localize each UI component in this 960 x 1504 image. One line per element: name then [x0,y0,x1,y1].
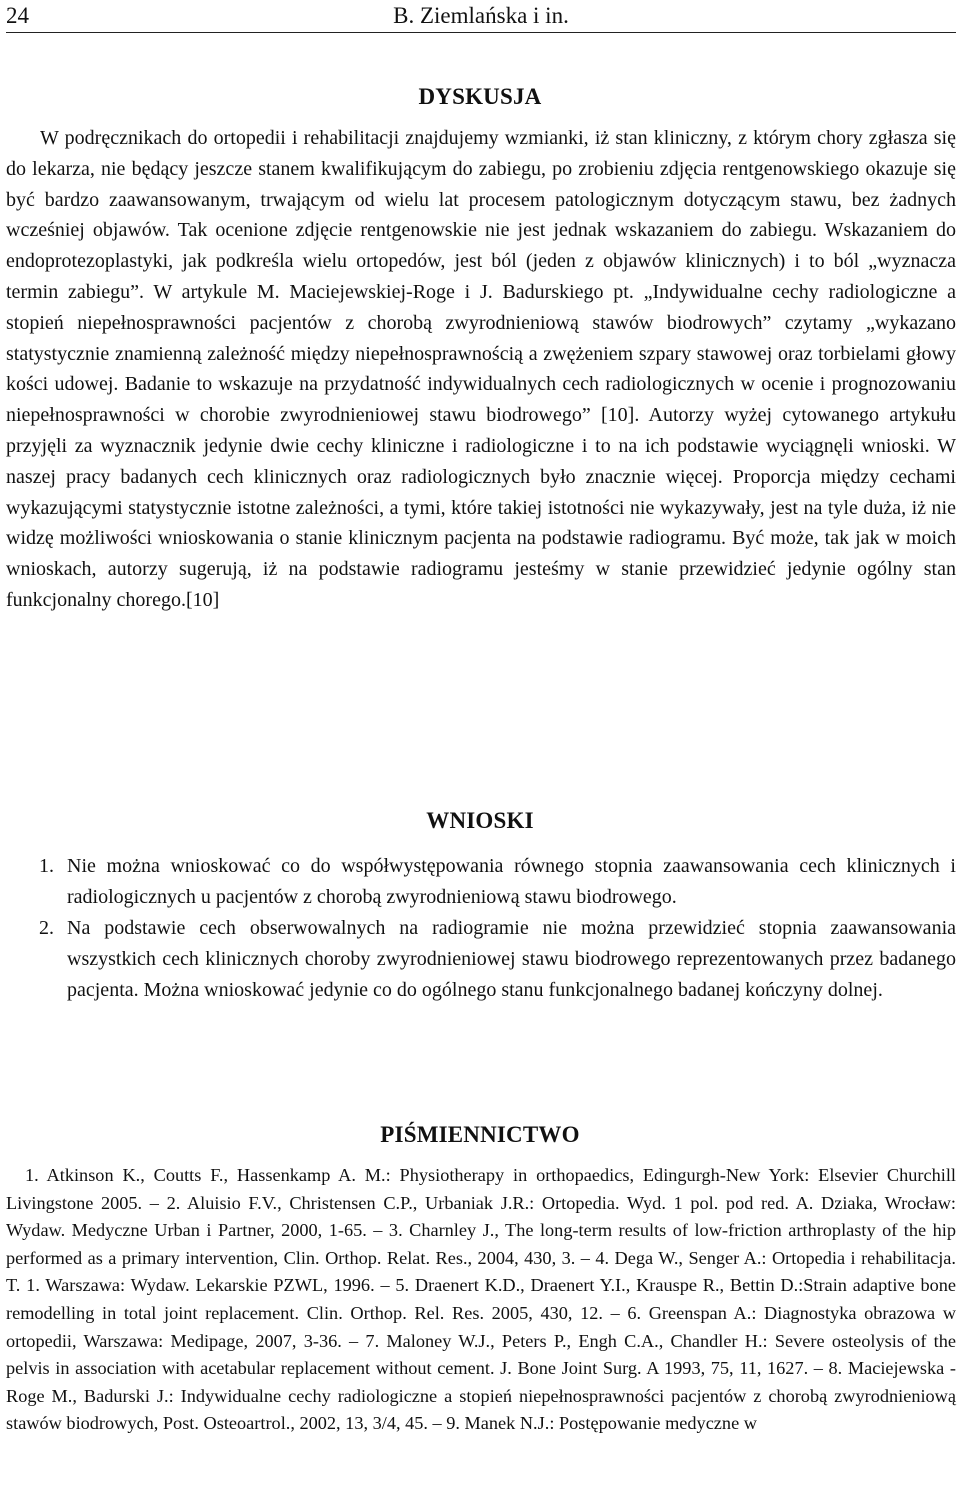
references-list: 1. Atkinson K., Coutts F., Hassenkamp A. M.: Physiotherapy in orthopaedics, Edingurgh-New York: Elsevier Churchill Livingstone 2005. – 2. Aluisio F.V., Christensen C.P., Urbaniak J.R.: Ortopedia. Wyd. 1 pol. pod red. A. Dziaka, Wrocław: Wydaw. Medyczne Urban i Partner, 2000, 1-65. – 3. Charnley J., The long-term results of low-friction arthroplasty of the hip performed as a primary intervention, Clin. Orthop. Relat. Res., 2004, 430, 3. – 4. Dega W., Senger A.: Ortopedia i rehabilitacja. T. 1. Warszawa: Wydaw. Lekarskie PZWL, 1996. – 5. Draenert K.D., Draenert Y.I., Krauspe R., Bettin D.:Strain adaptive bone remodelling in total joint replacement. Clin. Orthop. Rel. Res. 2005, 430, 12. – 6. Greenspan A.: Diagnostyka obrazowa w ortopedii, Warszawa: Medipage, 2007, 3-36. – 7. Maloney W.J., Peters P., Engh C.A., Chandler H.: Severe osteolysis of the pelvis in association with acetabular replacement without cement. J. Bone Joint Surg. A 1993, 75, 11, 1627. – 8. Maciejewska - Roge M., Badurski J.: Indywidualne cechy radiologiczne a stopień niepełnosprawności pacjentów z chorobą zwyrodnieniową stawów biodrowych, Post. Osteoartrol., 2002, 13, 3/4, 45. – 9. Manek N.J.: Postępowanie medyczne w [6,1165,956,1434]
conclusion-number: 1. [39,855,54,877]
page-header [6,0,956,33]
discussion-paragraph: W podręcznikach do ortopedii i rehabilitacji znajdujemy wzmianki, iż stan kliniczny, z którym chory zgłasza się do lekarza, nie będący jeszcze stanem kwalifikującym do zabiegu, po zrobieniu zdjęcia rentgenowskiego okazuje się być bardzo zaawansowanym, trwającym od wielu lat procesem patologicznym dotyczącym stawu, bez żadnych wcześniej objawów. Tak ocenione zdjęcie rentgenowskie nie jest jednak wskazaniem do zabiegu. Wskazaniem do endoprotezoplastyki, jak podkreśla wielu ortopedów, jest ból (jeden z objawów klinicznych) i to ból „wyznacza termin zabiegu”. W artykule M. Maciejewskiej-Roge i J. Badurskiego pt. „Indywidualne cechy radiologiczne a stopień niepełnosprawności pacjentów z chorobą zwyrodnieniową stawów biodrowych” czytamy „wykazano statystycznie znamienną zależność między niepełnosprawnością a zwężeniem szpary stawowej oraz torbielami głowy kości udowej. Badanie to wskazuje na przydatność indywidualnych cech radiologicznych w ocenie i prognozowaniu niepełnosprawności w chorobie zwyrodnieniowej stawu biodrowego” [10]. Autorzy wyżej cytowanego artykułu przyjęli za wyznacznik jedynie dwie cechy kliniczne i radiologiczne i to na ich podstawie wyciągnęli wnioski. W naszej pracy badanych cech klinicznych oraz radiologicznych było znacznie więcej. Proporcja między cechami wykazującymi statystycznie istotne zależności, a tymi, które takiej istotności nie wykazywały, jest na tyle duża, iż nie widzę możliwości wnioskowania o stanie klinicznym pacjenta na podstawie radiogramu. Być może, tak jak w moich wnioskach, autorzy sugerują, iż na podstawie radiogramu jesteśmy w stanie przewidzieć jedynie ogólny stan funkcjonalny chorego.[10] [6,127,956,611]
references-heading: PIŚMIENNICTWO [380,1122,580,1148]
page-number: 24 [6,3,29,28]
discussion-heading: DYSKUSJA [418,84,542,110]
conclusion-number: 2. [39,917,54,939]
running-head: B. Ziemlańska i in. [393,3,569,28]
conclusion-item-2 [6,913,956,1006]
conclusion-text: Nie można wnioskować co do współwystępowania równego stopnia zaawansowania cech klinicznych i radiologicznych u pacjentów z chorobą zwyrodnieniową stawu biodrowego. [67,855,956,908]
conclusion-item-1 [6,851,956,913]
conclusions-list [6,851,956,1006]
conclusions-heading: WNIOSKI [426,808,534,834]
conclusion-text: Na podstawie cech obserwowalnych na radiogramie nie można przewidzieć stopnia zaawansowania wszystkich cech klinicznych choroby zwyrodnieniowej stawu biodrowego reprezentowanych przez badanego pacjenta. Można wnioskować jedynie co do ogólnego stanu funkcjonalnego badanej kończyny dolnej. [67,917,956,1001]
